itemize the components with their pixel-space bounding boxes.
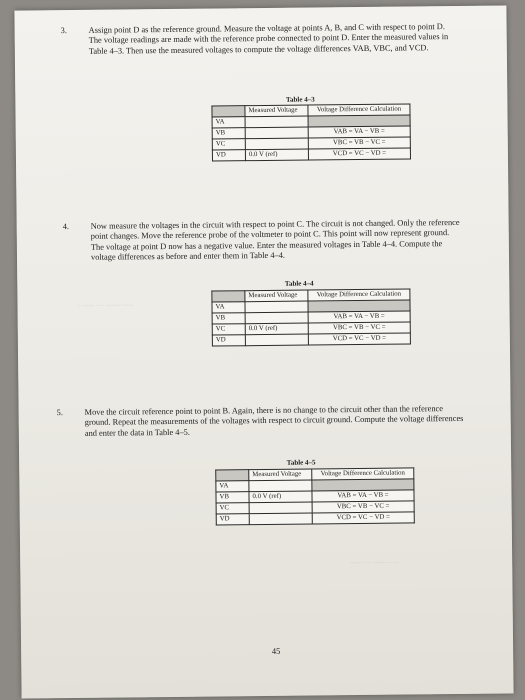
measured-cell[interactable]: 0.0 V (ref)	[245, 323, 308, 335]
step-text: Move the circuit reference point to point B. Again, there is no change to the circuit other than the reference ground. Repeat the measurements of the voltages with respect to circuit ground. Compute the voltage differences and enter the data in Table 4–5.	[84, 404, 464, 438]
step-number: 4.	[62, 222, 70, 232]
header-difference: Voltage Difference Calculation	[308, 289, 410, 301]
table-4-3	[211, 103, 411, 161]
header-label-cell	[216, 470, 249, 481]
measured-cell[interactable]	[249, 502, 312, 514]
step-5	[56, 404, 467, 438]
difference-cell[interactable]: VCD = VC − VD =	[312, 512, 414, 524]
difference-cell[interactable]: VCD = VC − VD =	[308, 333, 410, 345]
row-label: VB	[216, 492, 249, 503]
step-4	[62, 217, 463, 263]
table-row	[212, 333, 410, 346]
measured-cell[interactable]: 0.0 V (ref)	[245, 149, 308, 161]
row-label: VA	[212, 302, 245, 313]
row-label: VD	[212, 150, 245, 161]
row-label: VC	[216, 503, 249, 514]
measured-cell[interactable]	[245, 301, 308, 313]
table-caption: Table 4–4	[284, 279, 314, 288]
bleed-through-text: ~ ~~~ ~~ ~~~~ ~~~	[77, 301, 134, 310]
table-caption: Table 4–3	[285, 95, 315, 104]
header-difference: Voltage Difference Calculation	[312, 468, 414, 480]
header-measured: Measured Voltage	[245, 105, 308, 117]
measured-cell[interactable]	[249, 480, 312, 492]
measured-cell[interactable]	[245, 127, 308, 139]
row-label: VD	[212, 335, 245, 346]
step-text: Assign point D as the reference ground. Measure the voltage at points A, B, and C with respect to point D. The voltage readings are made with the reference probe connected to point D. Enter the measured values in Table 4–3. Then use the measured voltages to compute the voltage differences VAB, VBC, and VCD.	[88, 22, 449, 56]
row-label: VB	[212, 313, 245, 324]
row-label: VD	[216, 514, 249, 525]
row-label: VB	[212, 128, 245, 139]
difference-cell[interactable]: VAB = VA − VB =	[308, 126, 410, 138]
difference-cell[interactable]: VBC = VB − VC =	[308, 137, 410, 149]
header-difference: Voltage Difference Calculation	[308, 104, 410, 116]
measured-cell[interactable]	[245, 138, 308, 150]
measured-cell[interactable]: 0.0 V (ref)	[249, 491, 312, 503]
difference-cell[interactable]: VAB = VA − VB =	[312, 490, 414, 502]
measured-cell[interactable]	[245, 334, 308, 346]
table-row	[216, 512, 414, 525]
difference-cell[interactable]: VAB = VA − VB =	[308, 311, 410, 323]
difference-cell[interactable]: VBC = VB − VC =	[308, 322, 410, 334]
bleed-through-text: ~~~ ~~ ~~~~~ ~~	[350, 558, 401, 568]
difference-cell[interactable]: VCD = VC − VD =	[308, 148, 410, 160]
step-text: Now measure the voltages in the circuit with respect to point C. The circuit is not changed. Only the reference point changes. Move the reference probe of the voltmeter to point C. This point will now represent ground. The voltage at point D now has a negative value. Enter the measured voltages in Table 4–4. Compute the voltage differences as before and enter them in Table 4–4.	[90, 217, 460, 263]
table-row	[212, 148, 410, 161]
page-number: 45	[271, 645, 281, 656]
row-label: VA	[212, 117, 245, 128]
measured-cell[interactable]	[245, 116, 308, 128]
step-number: 5.	[56, 408, 63, 418]
table-caption: Table 4–5	[286, 458, 316, 467]
row-label: VC	[212, 324, 245, 335]
measured-cell[interactable]	[245, 312, 308, 324]
step-3	[60, 22, 461, 56]
measured-cell[interactable]	[249, 513, 312, 525]
difference-cell[interactable]: VBC = VB − VC =	[312, 501, 414, 513]
step-number: 3.	[60, 26, 67, 36]
header-measured: Measured Voltage	[245, 290, 308, 302]
header-measured: Measured Voltage	[249, 469, 312, 481]
table-4-5	[215, 467, 415, 525]
header-label-cell	[212, 106, 245, 117]
row-label: VC	[212, 139, 245, 150]
header-label-cell	[212, 291, 245, 302]
table-4-4	[211, 288, 411, 346]
row-label: VA	[216, 481, 249, 492]
book-page	[14, 5, 513, 698]
